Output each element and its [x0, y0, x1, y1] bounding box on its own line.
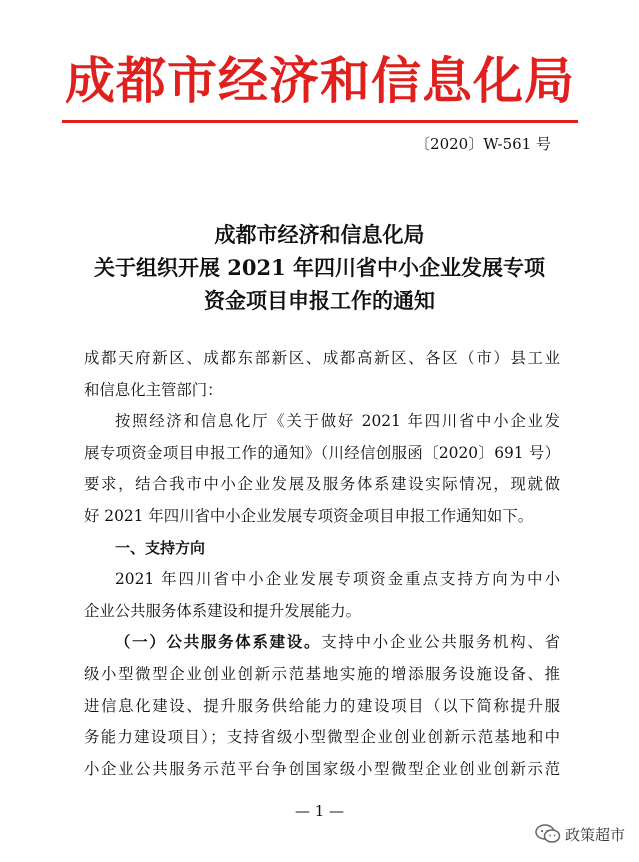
- section-heading-support-direction: 一、支持方向: [115, 538, 206, 557]
- source-watermark: [535, 822, 625, 846]
- paragraph3-line-1: [84, 627, 560, 659]
- paragraph1-line-2: 展专项资金项目申报工作的通知》（川经信创服函〔2020〕691 号）: [84, 443, 560, 462]
- title-line-1: 成都市经济和信息化局: [214, 222, 425, 247]
- addressee-line-1: 成都天府新区、成都东部新区、成都高新区、各区（市）县工业: [84, 349, 560, 367]
- paragraph2-line-2: 企业公共服务体系建设和提升发展能力。: [84, 601, 362, 620]
- paragraph2-line-1: 2021 年四川省中小企业发展专项资金重点支持方向为中小: [115, 570, 560, 589]
- paragraph1-line-4: 好 2021 年四川省中小企业发展专项资金项目申报工作通知如下。: [84, 506, 534, 525]
- paragraph3-line-2: 级小型微型企业创业创新示范基地实施的增添服务设施设备、推: [84, 664, 560, 683]
- paragraph3-line-4: 务能力建设项目）；支持省级小型微型企业创业创新示范基地和中: [84, 728, 560, 747]
- agency-masthead: 成都市经济和信息化局: [65, 51, 575, 110]
- red-divider-line: [62, 120, 578, 123]
- paragraph1-line-1: 按照经济和信息化厅《关于做好 2021 年四川省中小企业发: [115, 412, 560, 431]
- title-line-2: 关于组织开展 2021 年四川省中小企业发展专项: [93, 255, 546, 280]
- paragraph1-line-3: 要求，结合我市中小企业发展及服务体系建设实际情况，现就做: [84, 475, 560, 494]
- watermark-label: 政策超市: [564, 825, 625, 844]
- paragraph3-line-1-rest: 支持中小企业公共服务机构、省: [321, 633, 560, 652]
- document-number: 〔2020〕W-561 号: [415, 135, 551, 153]
- paragraph3-line-5: 小企业公共服务示范平台争创国家级小型微型企业创业创新示范: [84, 759, 560, 778]
- wechat-icon: [535, 824, 561, 844]
- notice-title: [40, 218, 599, 317]
- notice-body: [84, 343, 560, 785]
- page-number: — 1 —: [294, 802, 345, 820]
- subsection-lead: （一）公共服务体系建设。: [115, 633, 322, 652]
- addressee-line-2: 和信息化主管部门：: [84, 380, 223, 399]
- title-line-3: 资金项目申报工作的通知: [204, 288, 435, 313]
- paragraph3-line-3: 进信息化建设、提升服务供给能力的建设项目（以下简称提升服: [84, 696, 560, 715]
